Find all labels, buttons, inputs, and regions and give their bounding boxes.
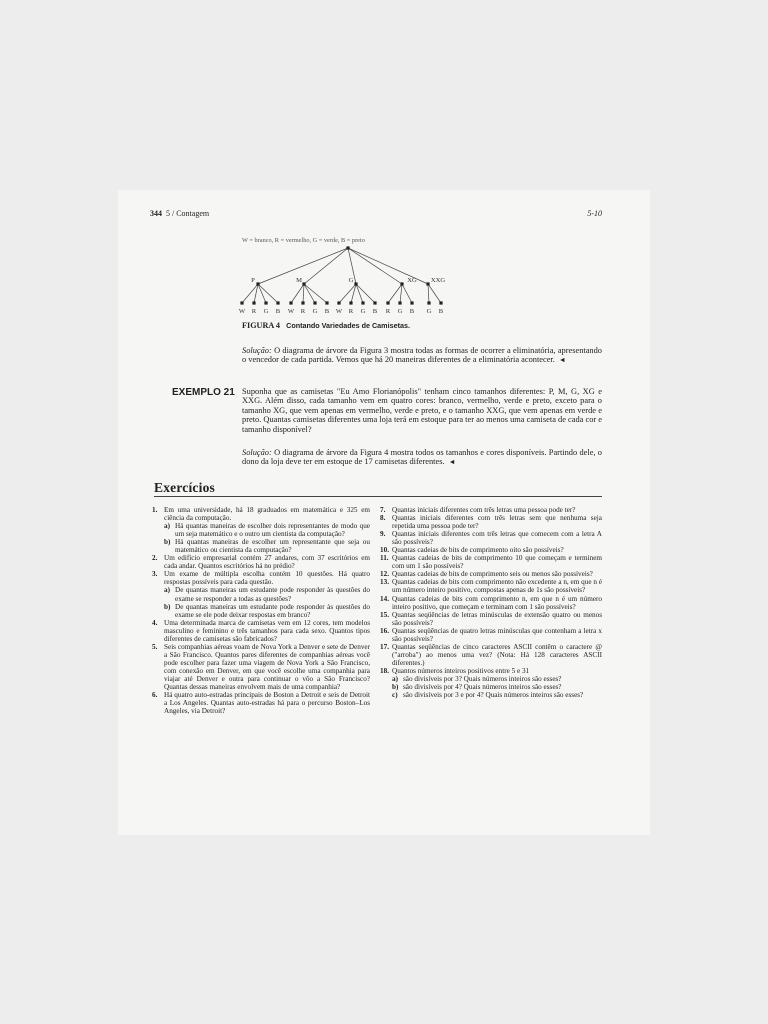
tree-leaf-node (386, 301, 389, 304)
page-header (150, 209, 209, 218)
tree-color-label: G (426, 308, 432, 315)
tree-size-node (354, 282, 357, 285)
figure-caption (242, 321, 410, 330)
exercise-subitem (392, 675, 602, 683)
figure-legend: W = branco, R = vermelho, G = verde, B = preto (242, 237, 365, 244)
tree-leaf-node (252, 301, 255, 304)
tree-size-label: P (251, 277, 255, 284)
exercise-number: 8. (380, 514, 386, 523)
exercise-number: 17. (380, 642, 389, 651)
exercise-text: Há quatro auto-estradas principais de Boston a Detroit e seis de Detroit a Los Angeles. Quantas auto-estradas há para o percurso Boston–Los Angeles, via Detroit? (164, 691, 370, 716)
exercise-item (380, 643, 602, 667)
figure-caption-text: Contando Variedades de Camisetas. (286, 321, 410, 330)
tree-size-label: M (296, 277, 302, 284)
exercise-subitem (164, 603, 370, 619)
exercise-subitem (164, 538, 370, 554)
exercise-number: 2. (152, 554, 158, 563)
exercise-item (380, 595, 602, 611)
exercise-text: Quantas seqüências de letras minúsculas de extensão quatro ou menos são possíveis? (392, 610, 602, 627)
exercise-item (380, 667, 602, 699)
subitem-letter: b) (164, 538, 171, 547)
tree-color-label: W (335, 308, 343, 315)
tree-size-label: XXG (430, 277, 446, 284)
subitem-letter: a) (164, 586, 170, 595)
exercise-text: Quantas cadeias de bits com comprimento n, em que n é um número inteiro positivo, que começam e terminam com 1 são possíveis? (392, 594, 602, 611)
tree-leaf-node (264, 301, 267, 304)
tree-color-label: B (409, 308, 415, 315)
tree-color-label: G (263, 308, 269, 315)
solution-paragraph-1 (242, 346, 602, 366)
exercise-text: Quantas iniciais diferentes com três letras uma pessoa pode ter? (392, 506, 576, 514)
exercise-text: Quantas iniciais diferentes com três letras sem que nenhuma seja repetida uma pessoa pode ter? (392, 514, 602, 531)
exercise-item (380, 578, 602, 594)
tree-color-label: R (251, 308, 257, 315)
exercise-number: 15. (380, 610, 389, 619)
exercise-item (152, 691, 370, 715)
tree-leaf-node (276, 301, 279, 304)
exercise-text: Um exame de múltipla escolha contém 10 questões. Há quatro respostas possíveis para cada questão. (164, 570, 370, 587)
tree-leaf-node (410, 301, 413, 304)
exercise-number: 14. (380, 594, 389, 603)
tree-root-node (346, 246, 349, 249)
example-label: EXEMPLO 21 (172, 387, 235, 398)
exercise-text: Seis companhias aéreas voam de Nova York a Denver e sete de Denver a São Francisco. Quantos pares diferentes de companhias aéreas você pode escolher para fazer uma viagem de Nova York a São Francisco, com conexão em Denver, em que você escolhe uma companhia para viajar até Denver e outra para continuar o vôo a São Francisco? Quantas dessas maneiras envolvem mais de uma companhia? (164, 642, 370, 692)
section-rule (154, 496, 602, 497)
book-page (118, 190, 650, 835)
exercise-text: Um edifício empresarial contém 27 andares, com 37 escritórios em cada andar. Quantos escritórios há no prédio? (164, 554, 370, 571)
tree-leaf-node (349, 301, 352, 304)
solution-text: O diagrama de árvore da Figura 3 mostra todas as formas de ocorrer a eliminatória, apresentando o vencedor de cada partida. Vemos que há 20 maneiras diferentes de a eliminatória acontecer. (242, 346, 602, 365)
subitem-letter: b) (164, 602, 171, 611)
exercise-text: Quantas seqüências de cinco caracteres ASCII contêm o caractere @ ("arroba") ao menos uma vez? (Nota: Há 128 caracteres ASCII diferentes.) (392, 642, 602, 667)
tree-diagram (236, 244, 468, 318)
exercises-right-column (380, 506, 602, 699)
exercise-item (380, 570, 602, 578)
tree-leaf-node (301, 301, 304, 304)
exercise-number: 10. (380, 546, 389, 555)
exercise-item (152, 554, 370, 570)
tree-color-label: G (360, 308, 366, 315)
exercise-number: 1. (152, 506, 158, 514)
exercises-heading: Exercícios (154, 480, 215, 495)
exercise-item (380, 506, 602, 514)
exercise-number: 4. (152, 618, 158, 627)
exercise-item (380, 554, 602, 570)
tree-leaf-node (289, 301, 292, 304)
exercise-text: Quantas cadeias de bits com comprimento não excedente a n, em que n é um número inteiro positivo, compostas apenas de 1s são possíveis? (392, 578, 602, 595)
subitem-text: Há quantas maneiras de escolher dois representantes de modo que um seja matemático e o outro um cientista da computação? (175, 522, 370, 539)
exercise-subitem (164, 522, 370, 538)
exercise-item (380, 546, 602, 554)
tree-color-label: R (348, 308, 354, 315)
subitem-text: são divisíveis por 3 e por 4? Quais números inteiros são esses? (403, 691, 584, 700)
page-code: 5-10 (587, 209, 602, 218)
exercise-subitem (392, 691, 602, 699)
exercise-number: 18. (380, 666, 389, 675)
tree-leaf-node (325, 301, 328, 304)
figure-caption-label: FIGURA 4 (242, 321, 280, 330)
tree-color-label: B (324, 308, 330, 315)
subitem-text: são divisíveis por 3? Quais números inteiros são esses? (403, 674, 562, 683)
tree-color-label: B (275, 308, 281, 315)
exercise-item (152, 570, 370, 618)
exercise-number: 11. (380, 554, 389, 563)
subitem-letter: a) (164, 522, 170, 531)
tree-size-node (302, 282, 305, 285)
chapter-title: 5 / Contagem (166, 209, 210, 218)
exercise-text: Em uma universidade, há 18 graduados em matemática e 325 em ciência da computação. (164, 506, 370, 523)
subitem-letter: c) (392, 691, 398, 700)
exercise-item (380, 514, 602, 530)
exercise-text: Quantas seqüências de quatro letras minúsculas que contenham a letra x são possíveis? (392, 626, 602, 643)
exercise-number: 7. (380, 506, 386, 514)
subitem-text: são divisíveis por 4? Quais números inteiros são esses? (403, 683, 562, 692)
exercises-left-column (152, 506, 370, 715)
tree-color-label: W (238, 308, 246, 315)
subitem-text: De quantas maneiras um estudante pode responder às questões do exame se responder a todas as questões? (175, 586, 370, 603)
tree-size-label: XG (407, 277, 417, 284)
tree-color-label: W (287, 308, 295, 315)
exercise-number: 3. (152, 570, 158, 579)
exercise-text: Quantas iniciais diferentes com três letras que comecem com a letra A são possíveis? (392, 530, 602, 547)
exercise-number: 6. (152, 691, 158, 700)
tree-size-node (426, 282, 429, 285)
exercise-number: 5. (152, 642, 158, 651)
solution-text: O diagrama de árvore da Figura 4 mostra todos os tamanhos e cores disponíveis. Partindo dele, o dono da loja deve ter em estoque de 17 camisetas diferentes. (242, 448, 602, 467)
exercise-text: Quantos números inteiros positivos entre 5 e 31 (392, 666, 530, 675)
tree-leaf-node (240, 301, 243, 304)
subitem-text: De quantas maneiras um estudante pode responder às questões do exame se ele pode deixar respostas em branco? (175, 602, 370, 619)
tree-leaf-node (427, 301, 430, 304)
exercise-subitem (392, 683, 602, 691)
end-of-solution-marker: ◄ (448, 458, 456, 467)
subitem-letter: a) (392, 674, 398, 683)
exercise-number: 13. (380, 578, 389, 587)
tree-color-label: B (438, 308, 444, 315)
tree-size-label: G (348, 277, 354, 284)
tree-leaf-node (398, 301, 401, 304)
exercise-item (380, 611, 602, 627)
tree-color-label: G (397, 308, 403, 315)
exercise-text: Quantas cadeias de bits de comprimento oito são possíveis? (392, 546, 564, 555)
exercise-number: 9. (380, 530, 386, 539)
exercise-item (152, 506, 370, 554)
tree-leaf-node (313, 301, 316, 304)
exercise-text: Quantas cadeias de bits de comprimento 10 que começam e terminem com um 1 são possíveis? (392, 554, 602, 571)
exercise-number: 16. (380, 626, 389, 635)
exercise-text: Uma determinada marca de camisetas vem em 12 cores, tem modelos masculino e feminino e três tamanhos para cada sexo. Quantos tipos diferentes de camisetas são fabricados? (164, 618, 370, 643)
solution-label: Solução: (242, 448, 272, 457)
solution-paragraph-2 (242, 448, 602, 468)
tree-size-node (256, 282, 259, 285)
tree-leaf-node (337, 301, 340, 304)
tree-leaf-node (373, 301, 376, 304)
tree-color-label: B (372, 308, 378, 315)
exercise-number: 12. (380, 570, 389, 579)
tree-leaf-node (361, 301, 364, 304)
example-text: Suponha que as camisetas "Eu Amo Florianópolis" tenham cinco tamanhos diferentes: P, M, G, XG e XXG. Além disso, cada tamanho vem em quatro cores: branco, vermelho, verde e preto, exceto para o tamanho XG, que vem apenas em vermelho, verde e preto, e o tamanho XXG, que vem apenas em verde e preto. Quantas camisetas diferentes uma loja terá em estoque para ter ao menos uma camiseta de cada cor e tamanho disponível? (242, 387, 602, 434)
tree-color-label: R (300, 308, 306, 315)
exercise-text: Quantas cadeias de bits de comprimento seis ou menos são possíveis? (392, 570, 593, 579)
end-of-solution-marker: ◄ (558, 356, 566, 365)
page-number: 344 (150, 209, 162, 218)
subitem-text: Há quantas maneiras de escolher um representante que seja ou matemático ou cientista da computação? (175, 538, 370, 555)
solution-label: Solução: (242, 346, 272, 355)
exercise-item (380, 627, 602, 643)
tree-color-label: G (312, 308, 318, 315)
exercise-item (380, 530, 602, 546)
exercise-item (152, 619, 370, 643)
tree-size-node (400, 282, 403, 285)
exercise-item (152, 643, 370, 691)
tree-leaf-node (439, 301, 442, 304)
tree-color-label: R (385, 308, 391, 315)
exercise-subitem (164, 586, 370, 602)
subitem-letter: b) (392, 683, 399, 692)
